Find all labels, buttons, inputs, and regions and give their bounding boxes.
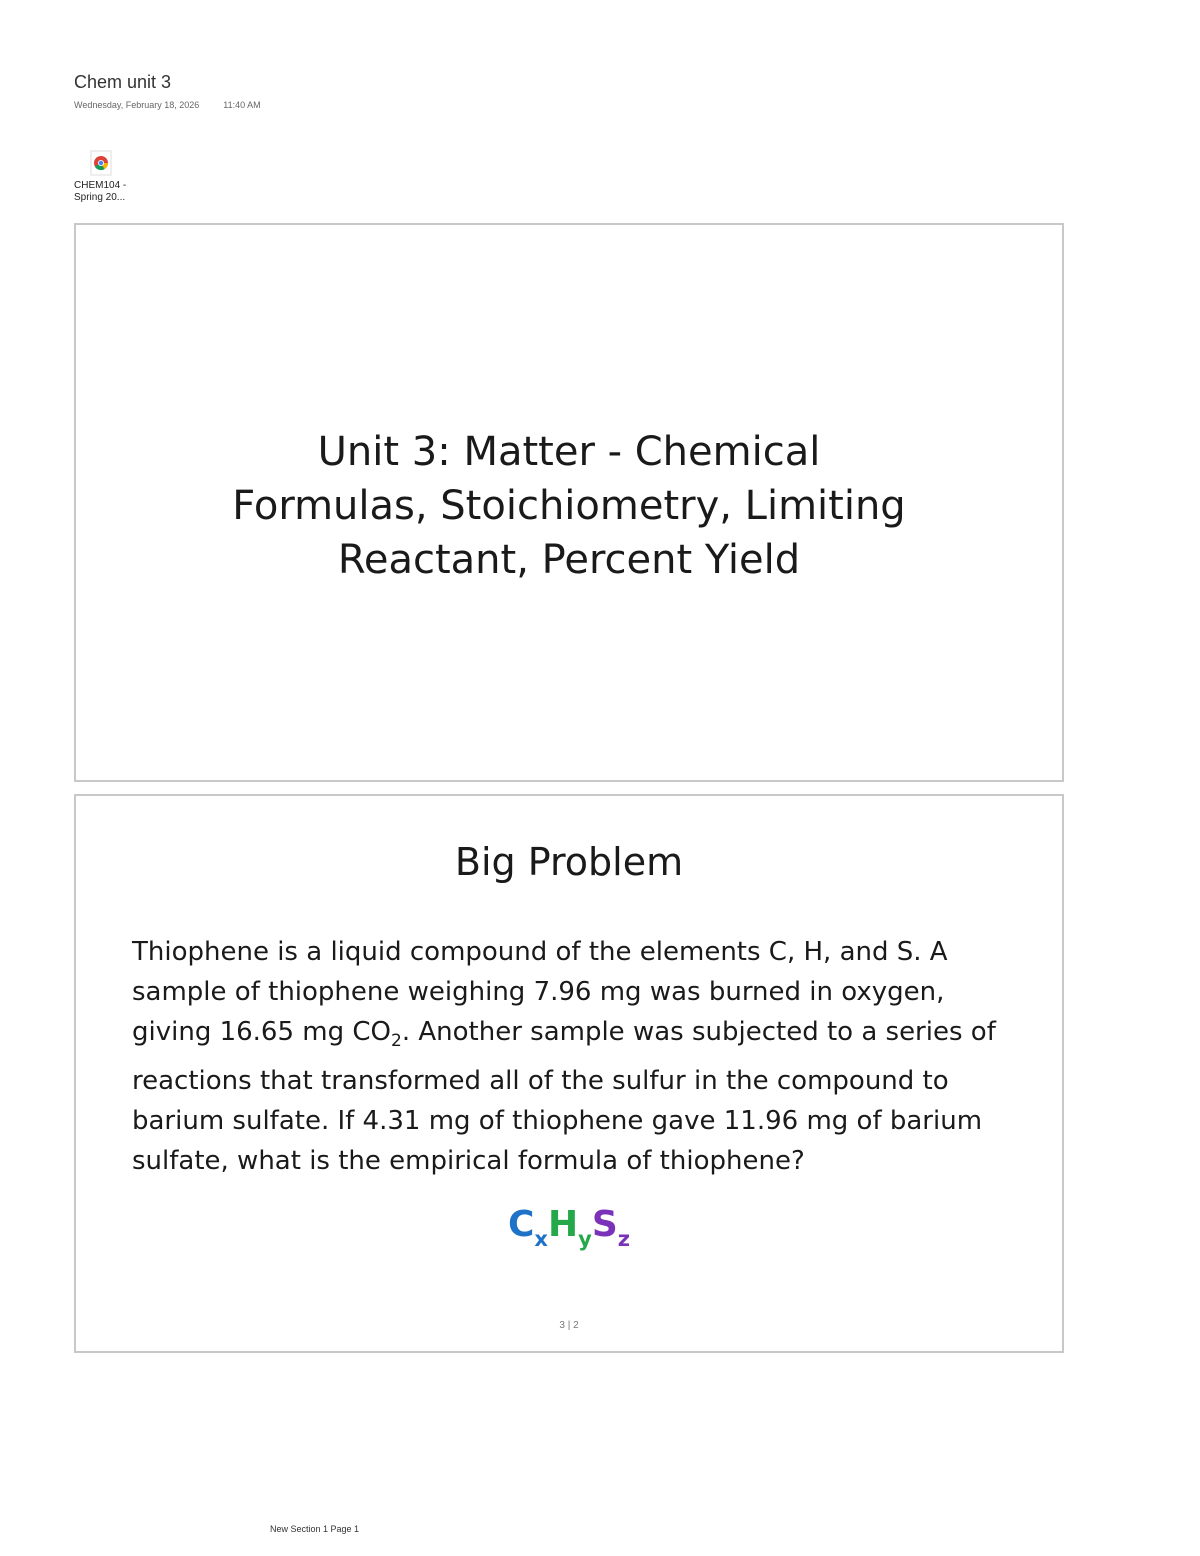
slide-1-title-line: Reactant, Percent Yield xyxy=(337,537,801,583)
slide-1-title-line: Formulas, Stoichiometry, Limiting xyxy=(232,483,906,529)
file-attachment[interactable] xyxy=(74,150,154,204)
formula-carbon: C xyxy=(508,1204,535,1245)
problem-text-subscript: 2 xyxy=(391,1031,402,1051)
page-date: Wednesday, February 18, 2026 xyxy=(74,100,200,110)
slide-1-title xyxy=(76,425,1062,587)
attachment-label: CHEM104 - Spring 20... xyxy=(74,180,127,203)
slide-number: 3 | 2 xyxy=(559,1320,579,1331)
problem-text xyxy=(132,932,1012,1181)
slide-1-title-line: Unit 3: Matter - Chemical xyxy=(317,429,821,475)
formula-sulfur-subscript: z xyxy=(617,1227,630,1251)
problem-text-part-2: . Another sample was subjected to a series of reactions that transformed all of the sulfur in the compound to barium sulfate. If 4.31 mg of thiophene gave 11.96 mg of barium sulfate, what is the empirical formula of thiophene? xyxy=(132,1017,996,1176)
page-timestamp xyxy=(74,100,261,110)
formula-hydrogen: H xyxy=(547,1204,579,1245)
chrome-icon xyxy=(90,150,112,176)
page-title: Chem unit 3 xyxy=(74,72,172,92)
problem-text-part-1: Thiophene is a liquid compound of the elements C, H, and S. A sample of thiophene weighing 7.96 mg was burned in oxygen, giving 16.65 mg CO xyxy=(132,937,948,1047)
slide-2-title: Big Problem xyxy=(454,840,684,884)
empirical-formula xyxy=(76,1204,1062,1251)
page-footer: New Section 1 Page 1 xyxy=(270,1524,360,1534)
page-time: 11:40 AM xyxy=(223,100,261,110)
slide-title-card xyxy=(74,223,1064,782)
formula-sulfur: S xyxy=(591,1204,618,1245)
formula-carbon-subscript: x xyxy=(534,1227,548,1251)
formula-hydrogen-subscript: y xyxy=(578,1227,592,1251)
slide-big-problem xyxy=(74,794,1064,1353)
